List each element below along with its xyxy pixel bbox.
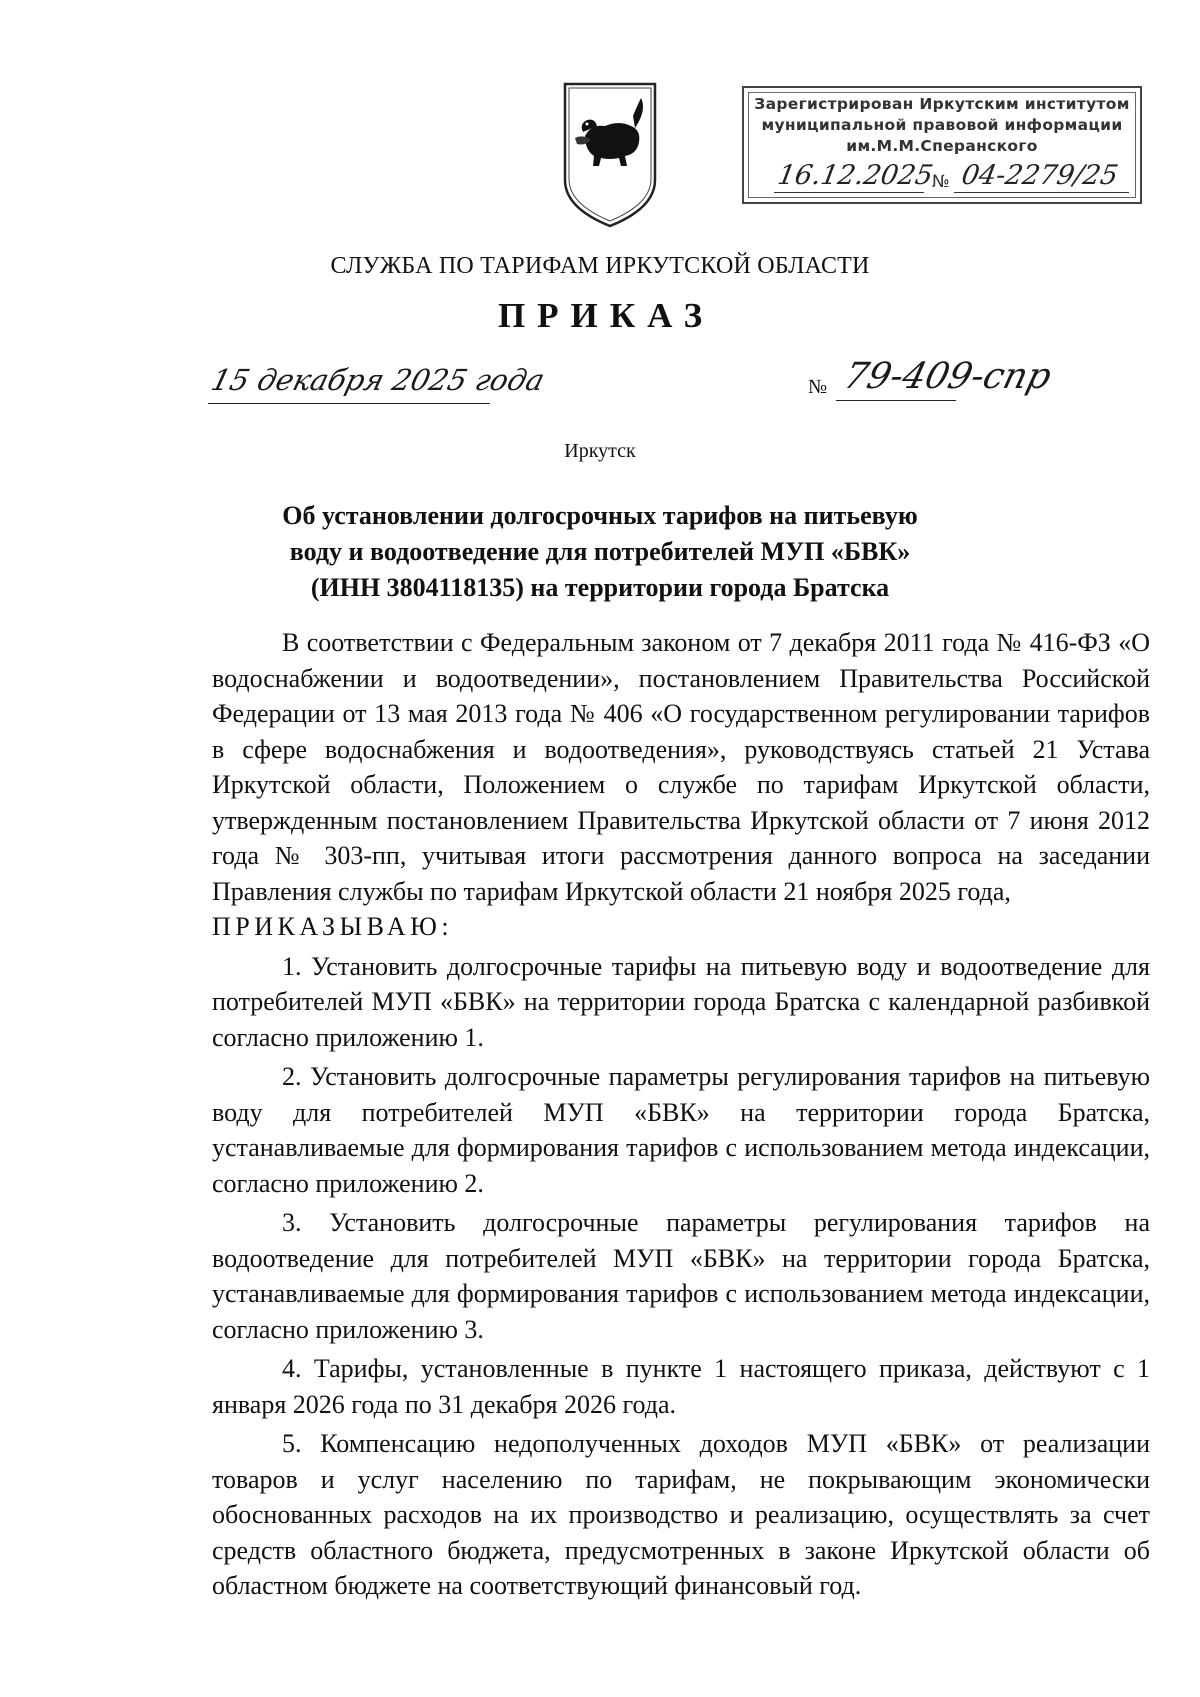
stamp-line-2: муниципальной правовой информации	[761, 116, 1123, 134]
registration-stamp	[742, 86, 1142, 204]
stamp-registration-date: 16.12.2025	[775, 160, 936, 191]
orders-word: ПРИКАЗЫВАЮ:	[212, 912, 454, 941]
stamp-number-underline	[954, 192, 1129, 193]
stamp-registration-number: 04-2279/25	[959, 160, 1121, 191]
title-line-1: Об установлении долгосрочных тарифов на питьевую	[282, 501, 918, 530]
order-item-5: 5. Компенсацию недополученных доходов МУП «БВК» от реализации товаров и услуг населению по тарифам, не покрывающим экономически обоснованных расходов на их производство и реализацию, осуществлять за счет средств областного бюджета, предусмотренных в законе Иркутской области об областном бюджете на соответствующий финансовый год.	[212, 1429, 1150, 1600]
document-title	[0, 498, 1200, 606]
stamp-line-3: им.М.М.Сперанского	[846, 137, 1038, 155]
order-date: 15 декабря 2025 года	[207, 363, 549, 397]
city-name: Иркутск	[564, 440, 636, 462]
order-number: 79-409-спр	[839, 356, 1056, 397]
preamble-paragraph: В соответствии с Федеральным законом от 7 декабря 2011 года № 416-ФЗ «О водоснабжении и водоотведении», постановлением Правительства Российской Федерации от 13 мая 2013 года № 406 «О государственном регулировании тарифов в сфере водоснабжения и водоотведения», руководствуясь статьей 21 Устава Иркутской области, Положением о службе по тарифам Иркутской области, утвержденным постановлением Правительства Иркутской области от 7 июня 2012 года № 303-пп, учитывая итоги рассмотрения данного вопроса на заседании Правления службы по тарифам Иркутской области 21 ноября 2025 года,	[212, 628, 1150, 906]
stamp-line-1: Зарегистрирован Иркутским институтом	[754, 95, 1130, 113]
title-line-2: воду и водоотведение для потребителей МУП «БВК»	[289, 537, 911, 566]
order-number-label: №	[808, 376, 828, 398]
order-item-3: 3. Установить долгосрочные параметры регулирования тарифов на водоотведение для потребителей МУП «БВК» на территории города Братска, устанавливаемые для формирования тарифов с использованием метода индексации, согласно приложению 3.	[212, 1208, 1150, 1344]
title-line-3: (ИНН 3804118135) на территории города Братска	[310, 573, 890, 602]
stamp-date-underline	[774, 192, 924, 193]
order-item-4: 4. Тарифы, установленные в пункте 1 настоящего приказа, действуют с 1 января 2026 года по 31 декабря 2026 года.	[212, 1354, 1150, 1419]
order-date-underline	[208, 403, 490, 404]
irkutsk-coat-of-arms-icon	[561, 80, 659, 230]
document-type-heading: ПРИКАЗ	[497, 296, 715, 335]
organization-name: СЛУЖБА ПО ТАРИФАМ ИРКУТСКОЙ ОБЛАСТИ	[330, 253, 870, 279]
order-item-1: 1. Установить долгосрочные тарифы на питьевую воду и водоотведение для потребителей МУП «БВК» на территории города Братска с календарной разбивкой согласно приложению 1.	[212, 951, 1150, 1052]
order-number-underline	[836, 400, 956, 401]
stamp-number-label: №	[932, 172, 950, 192]
document-body	[212, 625, 1150, 1604]
order-item-2: 2. Установить долгосрочные параметры регулирования тарифов на питьевую воду для потребителей МУП «БВК» на территории города Братска, устанавливаемые для формирования тарифов с использованием метода индексации, согласно приложению 2.	[212, 1062, 1150, 1198]
